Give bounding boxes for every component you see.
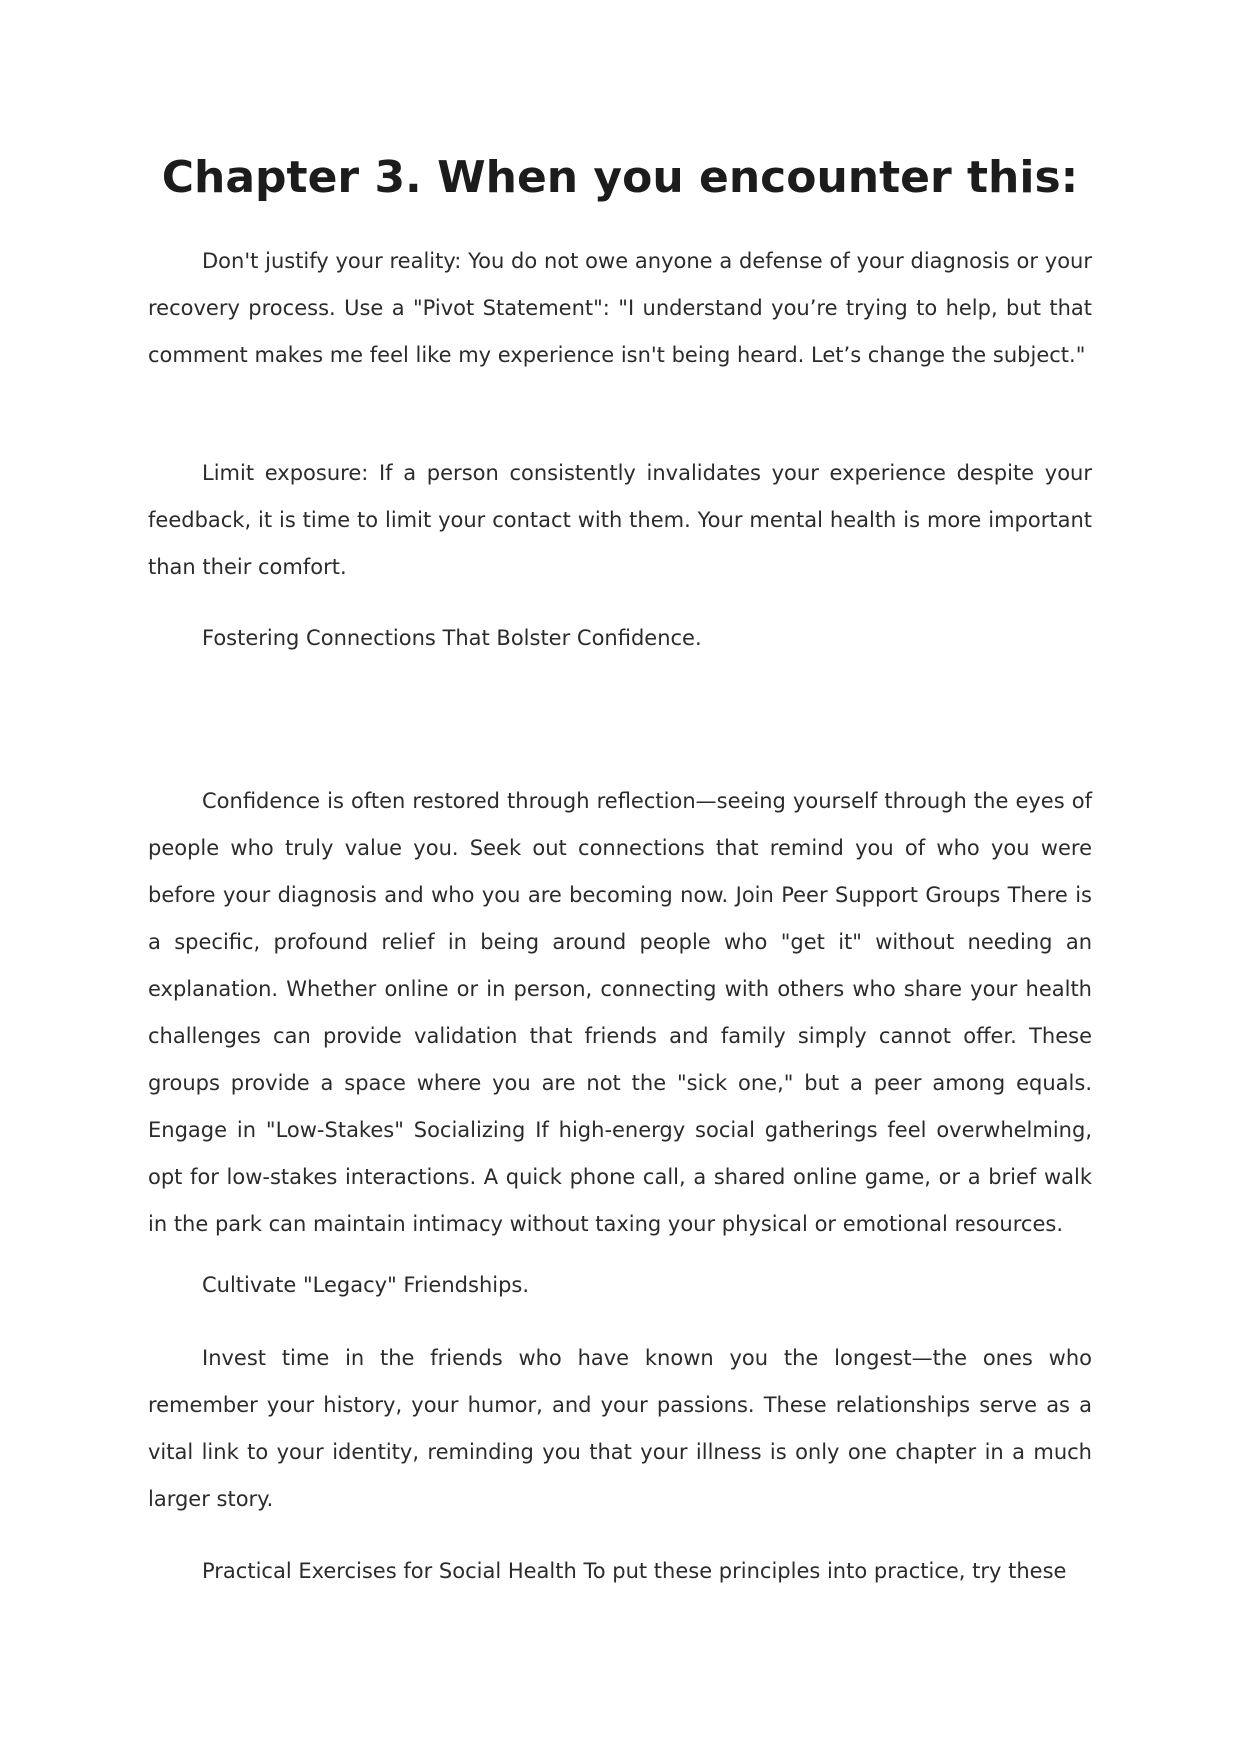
chapter-title: Chapter 3. When you encounter this:: [161, 152, 1079, 203]
paragraph-invest-time: Invest time in the friends who have known you the longest—the ones who remember your history, your humor, and your passions. These relationships serve as a vital link to your identity, reminding you that your illness is only one chapter in a much larger story.: [148, 1346, 1092, 1511]
paragraph-confidence: Confidence is often restored through reflection—seeing yourself through the eyes of people who truly value you. Seek out connections that remind you of who you were before your diagnosis and who you are becoming now. Join Peer Support Groups There is a specific, profound relief in being around people who "get it" without needing an explanation. Whether online or in person, connecting with others who share your health challenges can provide validation that friends and family simply cannot offer. These groups provide a space where you are not the "sick one," but a peer among equals. Engage in "Low-Stakes" Socializing If high-energy social gatherings feel overwhelming, opt for low-stakes interactions. A quick phone call, a shared online game, or a brief walk in the park can maintain intimacy without taxing your physical or emotional resources.: [148, 789, 1092, 1236]
paragraph-practical-exercises: Practical Exercises for Social Health To put these principles into practice, try these: [202, 1559, 1067, 1583]
paragraph-legacy-friendships: Cultivate "Legacy" Friendships.: [202, 1273, 530, 1297]
paragraph-justify-reality: Don't justify your reality: You do not owe anyone a defense of your diagnosis or your recovery process. Use a "Pivot Statement": "I understand you’re trying to help, but that comment makes me feel like my experience isn't being heard. Let’s change the subject.": [148, 249, 1092, 367]
paragraph-fostering-connections: Fostering Connections That Bolster Confidence.: [202, 626, 702, 650]
paragraph-limit-exposure: Limit exposure: If a person consistently invalidates your experience despite your feedback, it is time to limit your contact with them. Your mental health is more important than their comfort.: [148, 461, 1092, 579]
